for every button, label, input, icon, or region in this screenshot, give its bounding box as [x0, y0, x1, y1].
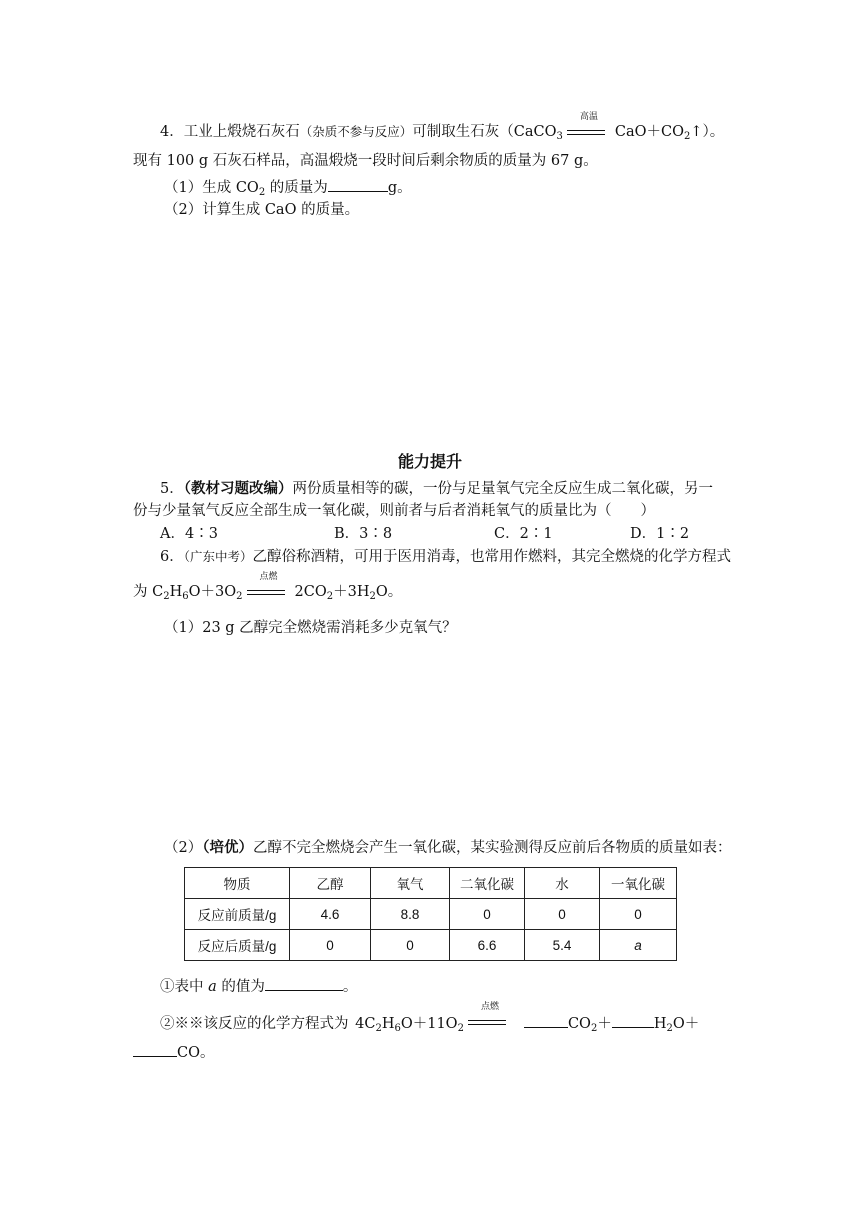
table-cell: 反应后质量/g — [185, 930, 290, 961]
table-cell: 0 — [450, 899, 525, 930]
q5-option-a: A．4∶3 — [160, 526, 218, 542]
q5-line1: 5．（教材习题改编）两份质量相等的碳，一份与足量氧气完全反应生成二氧化碳，另一 — [160, 481, 713, 497]
q6-circ2-equation-sign: 点燃 — [464, 1012, 516, 1032]
q6-equation-sign — [243, 572, 295, 602]
table-header-cell: 物质 — [185, 868, 290, 899]
table-header-cell: 水 — [525, 868, 600, 899]
q5-tag: （教材习题改编） — [183, 481, 293, 497]
q6-line1: 6．（广东中考）乙醇俗称酒精，可用于医用消毒，也常用作燃料，其完全燃烧的化学方程式 — [160, 549, 731, 565]
table-cell: 6.6 — [450, 930, 525, 961]
section-title: 能力提升 — [398, 452, 463, 471]
q6-condition: 点燃 — [259, 572, 278, 582]
table-header-row — [185, 868, 677, 899]
q6-sub1: （1）23 g 乙醇完全燃烧需消耗多少克氧气？ — [164, 620, 457, 636]
q4-line2: 现有 100 g 石灰石样品，高温煅烧一段时间后剩余物质的质量为 67 g。 — [133, 153, 598, 169]
table-row — [185, 899, 677, 930]
table-cell: 0 — [371, 930, 450, 961]
q4-products: CaO＋CO — [614, 124, 684, 140]
q6-line2: 为 $C_2H_6O+3O_2$ 点燃 $2CO_2+3H_2O$。 — [133, 572, 403, 602]
table-cell: 5.4 — [525, 930, 600, 961]
q4-condition: 高温 — [579, 112, 598, 122]
q6-circ1: ①表中 a 的值为 。 — [160, 975, 357, 997]
table-cell: a — [600, 930, 677, 961]
q5-option-b: B．3∶8 — [334, 526, 393, 542]
mass-table — [184, 867, 677, 961]
q6-sub2: （2）（培优）乙醇不完全燃烧会产生一氧化碳，某实验测得反应前后各物质的质量如表： — [164, 840, 732, 856]
q5-line2: 份与少量氧气反应全部生成一氧化碳，则前者与后者消耗氧气的质量比为（ ） — [133, 503, 655, 519]
table-cell: 0 — [290, 930, 371, 961]
table-cell: 0 — [525, 899, 600, 930]
q6-tag: （广东中考） — [183, 549, 253, 564]
co2-coefficient-blank[interactable] — [524, 1012, 568, 1028]
q4-line1: 4．工业上煅烧石灰石（杂质不参与反应）可制取生石灰（CaCO$_3$ 高温 $CaO+CO_2↑$）。 — [160, 112, 725, 142]
co-coefficient-blank[interactable] — [133, 1041, 177, 1057]
q4-note: （杂质不参与反应） — [299, 124, 413, 139]
q6-sub2-tag: （培优） — [202, 840, 253, 856]
table-header-cell: 乙醇 — [290, 868, 371, 899]
table-header-cell: 氧气 — [371, 868, 450, 899]
q6-circ2-line2: CO。 — [133, 1041, 214, 1063]
h2o-coefficient-blank[interactable] — [612, 1012, 654, 1028]
table-row — [185, 930, 677, 961]
table-header-cell: 二氧化碳 — [450, 868, 525, 899]
q4-tail: ↑）。 — [690, 124, 725, 140]
q4-answer-blank[interactable] — [328, 176, 388, 192]
table-cell: 8.8 — [371, 899, 450, 930]
table-header-cell: 一氧化碳 — [600, 868, 677, 899]
q4-mid: 可制取生石灰（CaCO — [412, 124, 557, 140]
q4-equation-sign — [563, 112, 615, 142]
q4-sub1: （1）生成 $CO_2$ 的质量为 g。 — [164, 176, 412, 198]
q5-option-d: D．1∶2 — [630, 526, 690, 542]
q6-circ2-line1: ②※※该反应的化学方程式为 $4C_2H_6O+11O_2$ 点燃 $CO_2+ H_2O+$ — [160, 1002, 700, 1034]
q6-a-answer-blank[interactable] — [265, 975, 343, 991]
q5-option-c: C．2∶1 — [494, 526, 553, 542]
q4-prefix: 4．工业上煅烧石灰石 — [160, 124, 300, 140]
table-cell: 4.6 — [290, 899, 371, 930]
q4-sub2: （2）计算生成 CaO 的质量。 — [164, 202, 360, 218]
table-cell: 0 — [600, 899, 677, 930]
table-cell: 反应前质量/g — [185, 899, 290, 930]
